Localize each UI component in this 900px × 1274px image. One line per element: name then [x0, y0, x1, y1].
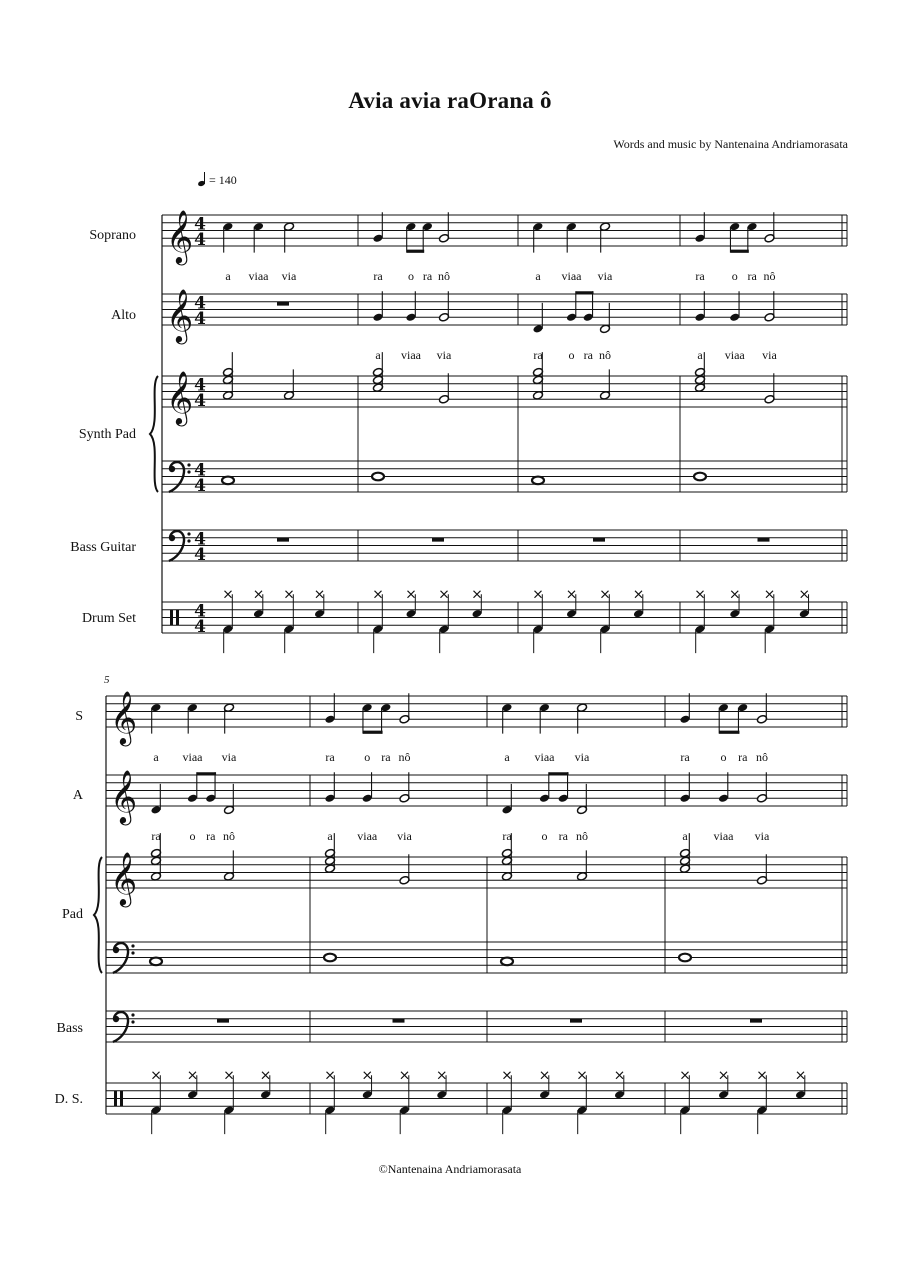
- soprano-lyric: viaa: [182, 750, 203, 764]
- soprano-lyric: a: [153, 750, 159, 764]
- eighth-beam: [197, 772, 216, 775]
- whole-note: [679, 954, 691, 962]
- whole-note: [372, 473, 384, 481]
- whole-note: [324, 954, 336, 962]
- staff-label-bass: Bass: [56, 1021, 83, 1036]
- piano-brace-icon: [150, 376, 158, 492]
- soprano-lyric: viaa: [248, 269, 269, 283]
- score-title: Avia avia raOrana ô: [348, 88, 552, 113]
- alto-lyric: o: [189, 829, 196, 843]
- soprano-lyric: a: [225, 269, 231, 283]
- soprano-lyric: o: [720, 750, 727, 764]
- eighth-beam: [730, 250, 748, 253]
- percussion-clef-icon: [114, 1091, 117, 1107]
- alto-lyric: via: [397, 829, 412, 843]
- system-1: [150, 209, 847, 653]
- whole-note: [694, 473, 706, 481]
- time-signature-bottom: 4: [194, 391, 206, 411]
- soprano-lyric: nô: [438, 269, 450, 283]
- alto-lyric: via: [754, 829, 770, 843]
- whole-rest: [277, 302, 289, 306]
- alto-lyric: o: [541, 829, 548, 843]
- alto-lyric: ra: [558, 829, 568, 843]
- time-signature-bottom: 4: [194, 545, 206, 565]
- alto-lyric: viaa: [401, 348, 421, 362]
- soprano-lyric: ra: [422, 269, 433, 283]
- bass-clef-dot: [113, 947, 119, 953]
- whole-rest: [750, 1019, 762, 1023]
- tempo-value: = 140: [209, 173, 237, 187]
- alto-lyric: a: [375, 348, 381, 362]
- alto-lyric: viaa: [357, 829, 378, 843]
- measure-number: 5: [104, 674, 110, 686]
- time-signature-bottom: 4: [194, 309, 206, 329]
- whole-rest: [217, 1019, 229, 1023]
- staff-label-soprano: Soprano: [89, 228, 136, 243]
- time-signature-top: 4: [194, 214, 206, 235]
- bass-clef-dot: [113, 1016, 119, 1022]
- alto-lyric: via: [436, 348, 452, 362]
- treble-clef-icon: 𝄞: [110, 851, 138, 905]
- alto-lyric: a: [682, 829, 688, 843]
- percussion-clef-icon: [120, 1091, 123, 1107]
- staff-label-alto: A: [72, 788, 83, 803]
- soprano-lyric: via: [221, 750, 237, 764]
- alto-lyric: nô: [576, 829, 588, 843]
- bass-clef-dot: [131, 951, 134, 954]
- system-2: [94, 690, 847, 1134]
- alto-lyric: viaa: [724, 348, 745, 362]
- alto-lyric: o: [568, 348, 575, 362]
- staff-label-drums: Drum Set: [81, 611, 136, 626]
- whole-note: [501, 958, 513, 966]
- staff-label-pad: Pad: [62, 907, 83, 922]
- bass-clef-dot: [131, 1020, 134, 1023]
- soprano-lyric: via: [281, 269, 297, 283]
- whole-rest: [758, 538, 770, 542]
- whole-rest: [570, 1019, 582, 1023]
- soprano-lyric: ra: [695, 269, 705, 283]
- staff-label-alto: Alto: [111, 308, 136, 323]
- soprano-lyric: ra: [738, 750, 748, 764]
- alto-lyric: nô: [223, 829, 235, 843]
- alto-lyric: ra: [583, 348, 593, 362]
- percussion-clef-icon: [176, 610, 179, 626]
- eighth-beam: [719, 731, 739, 734]
- soprano-lyric: ra: [373, 269, 383, 283]
- bass-clef-icon: [113, 943, 135, 973]
- staff-label-drums: D. S.: [54, 1092, 83, 1107]
- staff-label-bass: Bass Guitar: [70, 540, 136, 555]
- soprano-lyric: via: [597, 269, 613, 283]
- whole-rest: [393, 1019, 405, 1023]
- time-signature-bottom: 4: [194, 617, 206, 637]
- alto-lyric: a: [697, 348, 703, 362]
- eighth-beam: [407, 250, 425, 253]
- whole-note: [222, 477, 234, 485]
- soprano-lyric: ra: [680, 750, 690, 764]
- soprano-lyric: viaa: [534, 750, 555, 764]
- soprano-lyric: ra: [381, 750, 391, 764]
- time-signature-bottom: 4: [194, 476, 206, 496]
- treble-clef-icon: 𝄞: [166, 209, 194, 263]
- staff-label-pad: Synth Pad: [78, 427, 136, 442]
- composer-credit: Words and music by Nantenaina Andriamorasata: [613, 137, 848, 151]
- eighth-beam: [549, 772, 569, 775]
- bass-clef-dot: [187, 539, 190, 542]
- bass-clef-dot: [187, 470, 190, 473]
- treble-clef-icon: 𝄞: [166, 288, 194, 342]
- time-signature-top: 4: [194, 460, 206, 481]
- bass-clef-icon: [113, 1012, 135, 1042]
- soprano-lyric: o: [408, 269, 414, 283]
- whole-rest: [432, 538, 444, 542]
- soprano-lyric: a: [535, 269, 541, 283]
- soprano-lyric: nô: [756, 750, 768, 764]
- time-signature-top: 4: [194, 293, 206, 314]
- time-signature-top: 4: [194, 375, 206, 396]
- alto-lyric: ra: [206, 829, 216, 843]
- treble-clef-icon: 𝄞: [166, 370, 194, 424]
- whole-note: [532, 477, 544, 485]
- piano-brace-icon: [94, 857, 102, 973]
- bass-clef-dot: [169, 466, 175, 472]
- bass-clef-dot: [131, 944, 134, 947]
- bass-clef-icon: [169, 531, 191, 561]
- alto-lyric: nô: [599, 348, 611, 362]
- alto-lyric: via: [762, 348, 777, 362]
- soprano-lyric: nô: [763, 269, 776, 283]
- time-signature-top: 4: [194, 529, 206, 550]
- bass-clef-icon: [169, 462, 191, 492]
- time-signature-bottom: 4: [194, 230, 206, 250]
- soprano-lyric: viaa: [561, 269, 582, 283]
- eighth-beam: [363, 731, 383, 734]
- time-signature-top: 4: [194, 601, 206, 622]
- alto-lyric: viaa: [713, 829, 734, 843]
- copyright-notice: ©Nantenaina Andriamorasata: [378, 1162, 522, 1176]
- whole-note: [150, 958, 162, 966]
- soprano-lyric: nô: [398, 750, 411, 764]
- soprano-lyric: a: [504, 750, 510, 764]
- soprano-lyric: ra: [747, 269, 757, 283]
- bass-clef-dot: [169, 535, 175, 541]
- alto-lyric: a: [327, 829, 333, 843]
- eighth-beam: [576, 291, 594, 294]
- treble-clef-icon: 𝄞: [110, 769, 138, 823]
- alto-lyric: ra: [502, 829, 512, 843]
- staff-label-soprano: S: [75, 709, 83, 724]
- percussion-clef-icon: [170, 610, 173, 626]
- soprano-lyric: via: [574, 750, 590, 764]
- soprano-lyric: o: [731, 269, 738, 283]
- whole-rest: [593, 538, 605, 542]
- bass-clef-dot: [187, 463, 190, 466]
- soprano-lyric: ra: [325, 750, 335, 764]
- whole-rest: [277, 538, 289, 542]
- bass-clef-dot: [187, 532, 190, 535]
- alto-lyric: ra: [151, 829, 161, 843]
- bass-clef-dot: [131, 1013, 134, 1016]
- treble-clef-icon: 𝄞: [110, 690, 138, 744]
- soprano-lyric: o: [364, 750, 371, 764]
- alto-lyric: ra: [533, 348, 543, 362]
